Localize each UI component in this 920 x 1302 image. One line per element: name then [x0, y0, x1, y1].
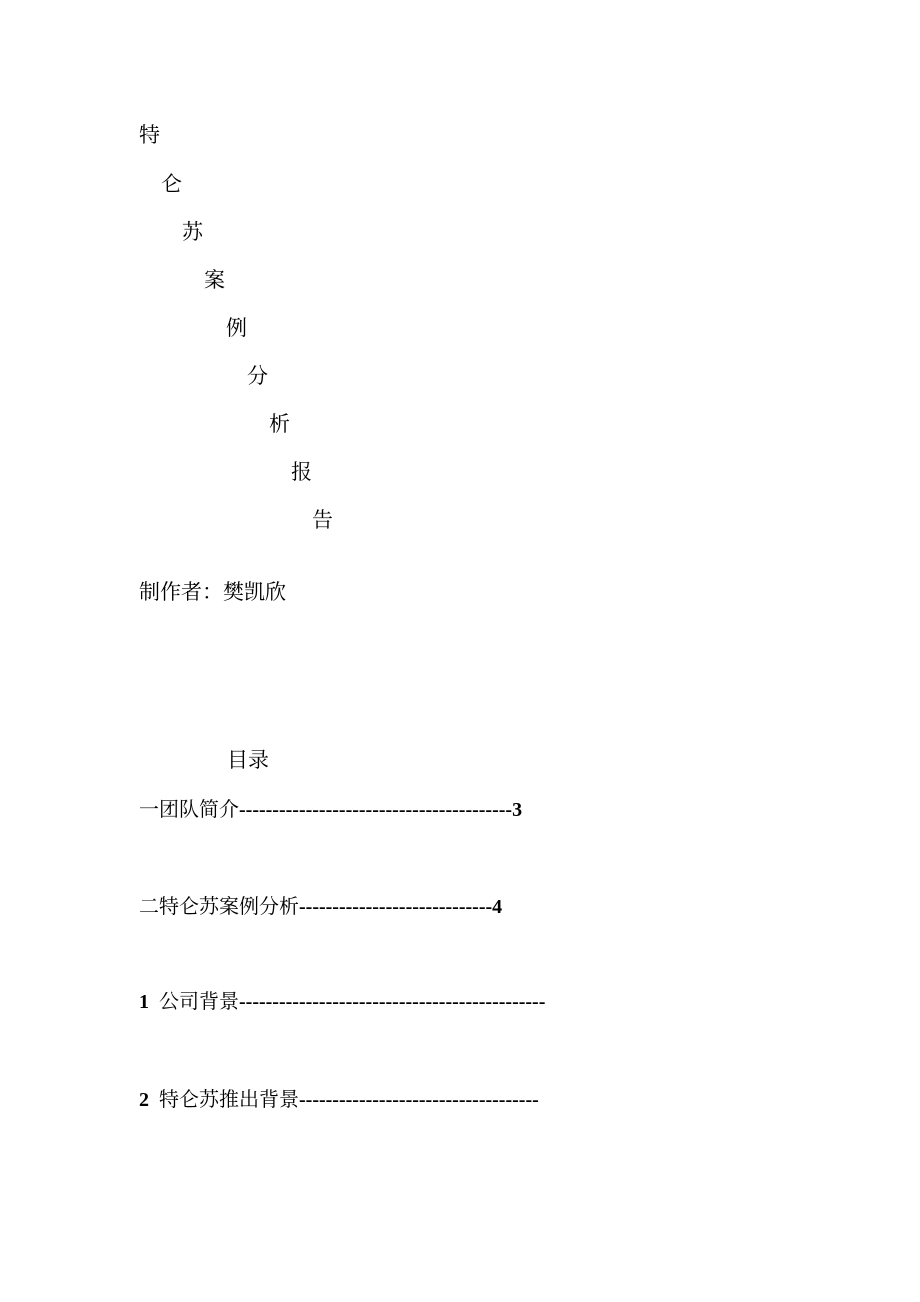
title-char-5: 例 — [226, 316, 247, 340]
toc-heading: 目录 — [227, 748, 269, 772]
toc-entry-number: 2 — [139, 1089, 149, 1111]
toc-entry-label: 特仑苏推出背景 — [159, 1087, 299, 1111]
toc-entry-label: 二特仑苏案例分析 — [139, 894, 299, 918]
title-char-6: 分 — [247, 364, 268, 388]
toc-entry-page: 3 — [512, 799, 523, 821]
toc-entry — [139, 1086, 539, 1113]
toc-entry — [139, 893, 502, 920]
toc-entry-number: 1 — [139, 991, 149, 1013]
title-char-2: 仑 — [161, 172, 182, 196]
toc-entry-page: 4 — [492, 896, 503, 918]
toc-entry — [139, 796, 522, 823]
title-char-4: 案 — [204, 268, 225, 292]
title-char-8: 报 — [291, 460, 312, 484]
author-line: 制作者：樊凯欣 — [139, 580, 286, 604]
title-char-9: 告 — [312, 508, 333, 532]
toc-entry-leader: ----------------------------------------- — [239, 799, 513, 821]
toc-entry-leader: ------------------------------------ — [299, 1089, 539, 1111]
title-char-1: 特 — [139, 123, 160, 147]
title-char-7: 析 — [269, 412, 290, 436]
toc-entry — [139, 988, 545, 1015]
toc-entry-leader: ----------------------------- — [299, 896, 493, 918]
toc-entry-label: 公司背景 — [159, 989, 239, 1013]
toc-entry-leader: ---------------------------------------------- — [239, 991, 546, 1013]
toc-entry-label: 一团队简介 — [139, 797, 239, 821]
title-char-3: 苏 — [182, 220, 203, 244]
